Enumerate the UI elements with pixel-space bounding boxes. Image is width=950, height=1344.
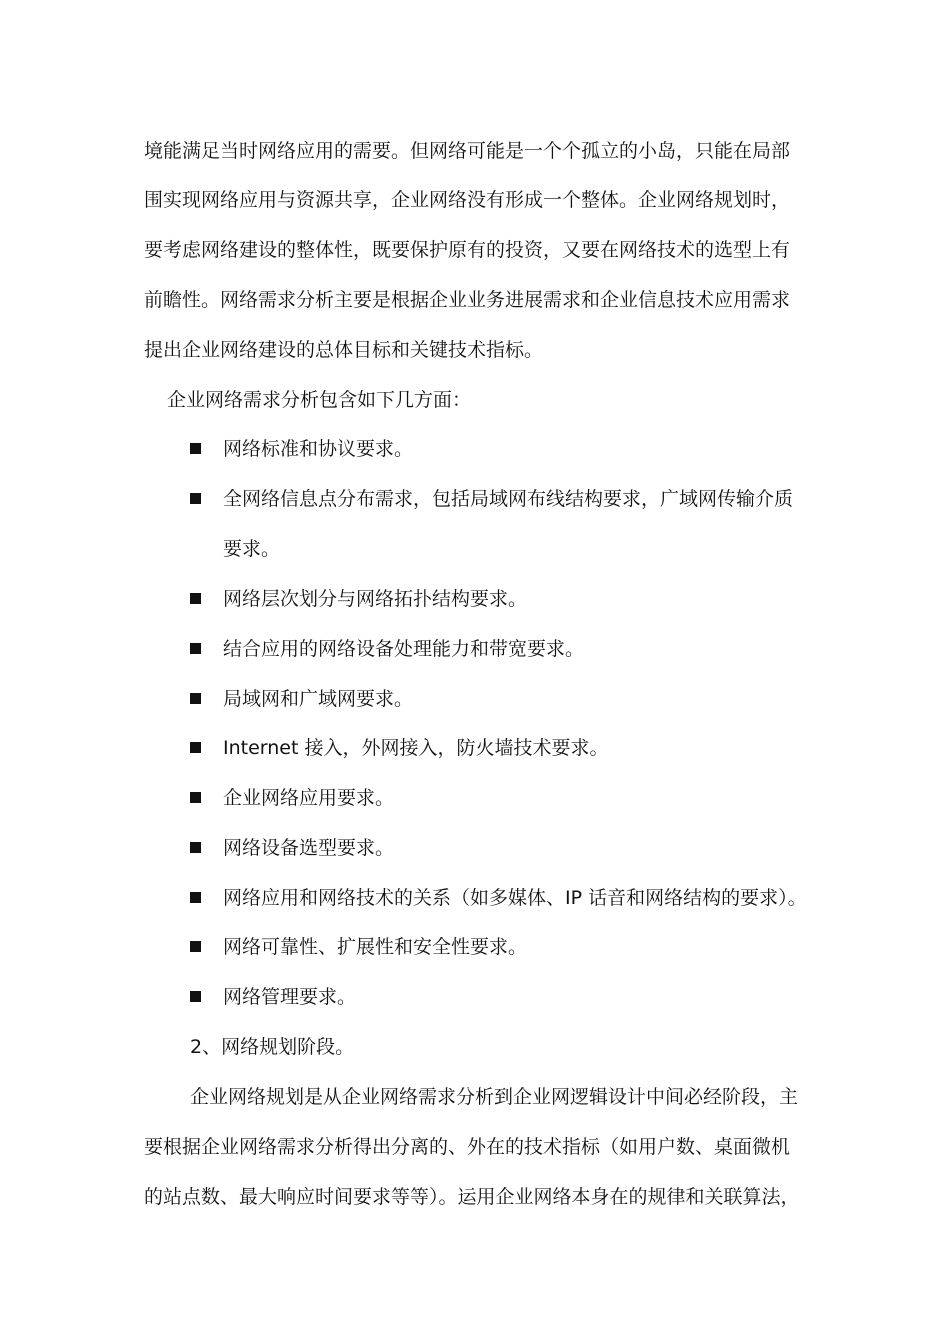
square-bullet-icon	[190, 991, 201, 1002]
paragraph-line: 前瞻性。网络需求分析主要是根据企业业务进展需求和企业信息技术应用需求	[144, 289, 791, 311]
paragraph-line: 提出企业网络建设的总体目标和关键技术指标。	[144, 339, 544, 361]
list-item-text: 网络应用和网络技术的关系（如多媒体、IP 话音和网络结构的要求）。	[223, 887, 807, 909]
list-item-text: Internet 接入，外网接入，防火墙技术要求。	[223, 737, 609, 759]
square-bullet-icon	[190, 742, 201, 753]
square-bullet-icon	[190, 443, 201, 454]
square-bullet-icon	[190, 842, 201, 853]
square-bullet-icon	[190, 892, 201, 903]
list-item-text: 网络可靠性、扩展性和安全性要求。	[223, 936, 528, 958]
paragraph-line: 要考虑网络建设的整体性，既要保护原有的投资，又要在网络技术的选型上有	[144, 239, 791, 261]
square-bullet-icon	[190, 593, 201, 604]
list-item-text: 网络管理要求。	[223, 986, 357, 1008]
list-item-text: 企业网络应用要求。	[223, 787, 395, 809]
list-item-text: 网络设备选型要求。	[223, 837, 395, 859]
paragraph-line: 围实现网络应用与资源共享，企业网络没有形成一个整体。企业网络规划时，	[144, 189, 791, 211]
paragraph-line: 的站点数、最大响应时间要求等等）。运用企业网络本身在的规律和关联算法，	[144, 1186, 800, 1208]
section-heading: 2、网络规划阶段。	[190, 1036, 355, 1058]
paragraph-line: 要根据企业网络需求分析得出分离的、外在的技术指标（如用户数、桌面微机	[144, 1136, 791, 1158]
list-item-text: 局域网和广域网要求。	[223, 688, 414, 710]
list-item-text: 结合应用的网络设备处理能力和带宽要求。	[223, 638, 585, 660]
paragraph-line: 企业网络规划是从企业网络需求分析到企业网逻辑设计中间必经阶段，主	[190, 1086, 799, 1108]
square-bullet-icon	[190, 643, 201, 654]
list-item-text: 全网络信息点分布需求，包括局域网布线结构要求，广域网传输介质	[223, 488, 794, 510]
list-item-text: 网络层次划分与网络拓扑结构要求。	[223, 588, 528, 610]
square-bullet-icon	[190, 493, 201, 504]
list-intro: 企业网络需求分析包含如下几方面：	[167, 389, 472, 411]
square-bullet-icon	[190, 941, 201, 952]
paragraph-line: 境能满足当时网络应用的需要。但网络可能是一个个孤立的小岛，只能在局部	[144, 140, 791, 162]
square-bullet-icon	[190, 693, 201, 704]
list-item-text: 要求。	[223, 538, 281, 560]
list-item-text: 网络标准和协议要求。	[223, 438, 414, 460]
square-bullet-icon	[190, 792, 201, 803]
